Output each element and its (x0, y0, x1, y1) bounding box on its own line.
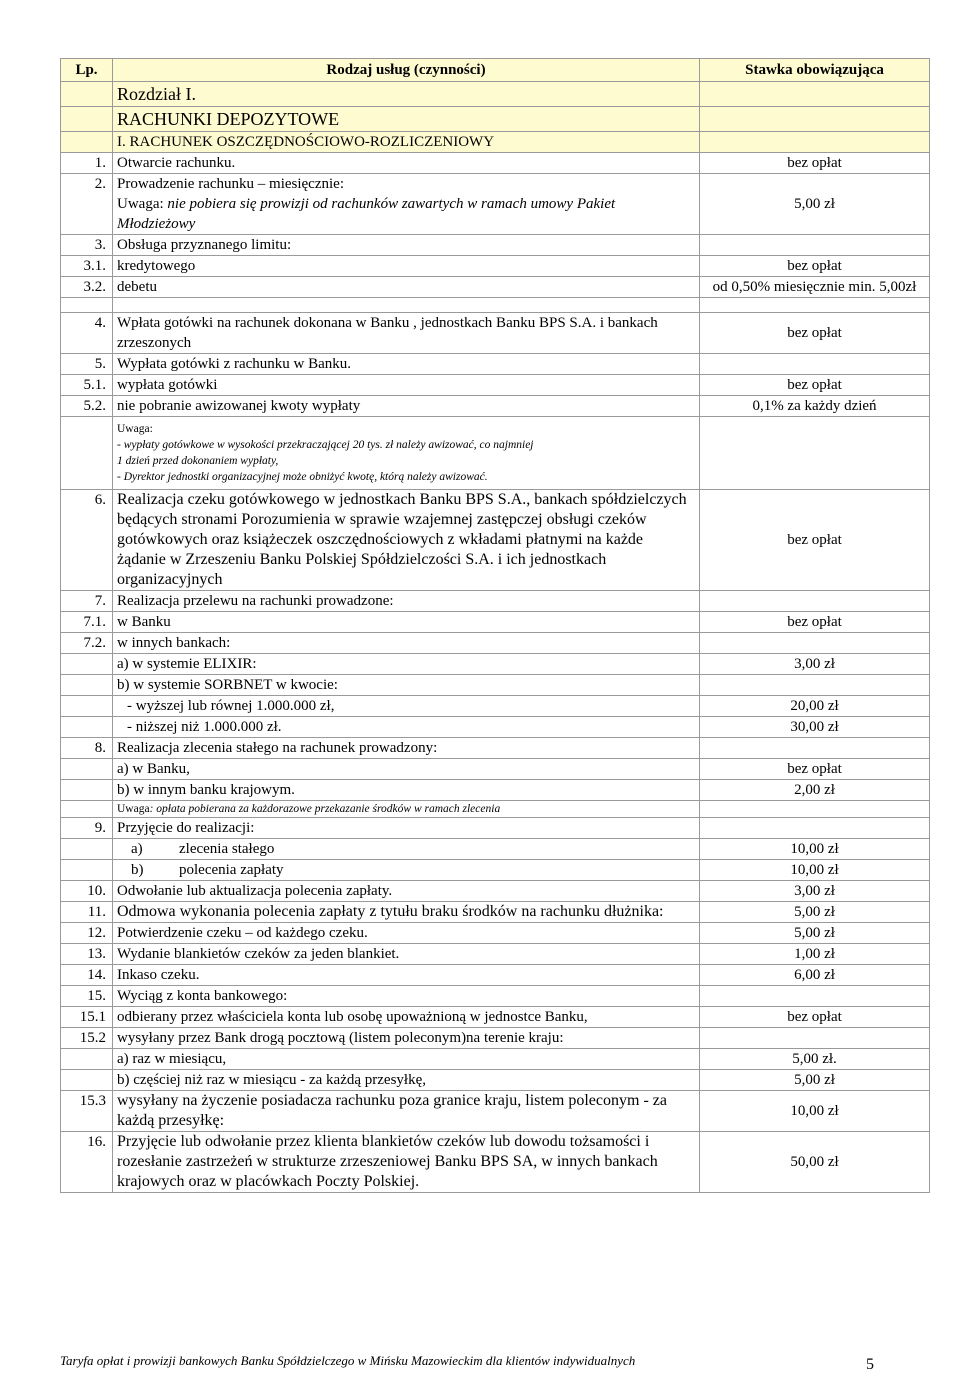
row-desc: odbierany przez właściciela konta lub osobę upoważnioną w jednostce Banku, (113, 1007, 700, 1028)
row-rate: 50,00 zł (700, 1132, 930, 1193)
row-desc: Wydanie blankietów czeków za jeden blankiet. (113, 944, 700, 965)
note-block (113, 801, 700, 818)
row-lp: 2. (61, 174, 113, 235)
table-header-row (61, 59, 930, 82)
row-lp: 3. (61, 235, 113, 256)
row-lp: 5.2. (61, 396, 113, 417)
item-text: polecenia zapłaty (179, 862, 284, 878)
row-desc (113, 839, 700, 860)
row-desc: Inkaso czeku. (113, 965, 700, 986)
chapter-name-row (61, 107, 930, 132)
row-rate: bez opłat (700, 256, 930, 277)
table-row (61, 1049, 930, 1070)
row-rate: 10,00 zł (700, 1091, 930, 1132)
row-desc: Przyjęcie lub odwołanie przez klienta blankietów czeków lub dowodu tożsamości i rozesłanie zastrzeżeń w strukturze zrzeszeniowej Banku BPS SA, w innych bankach krajowych oraz w placówkach Poczty Polskiej. (113, 1132, 700, 1193)
item-letter: b) (131, 862, 144, 878)
row-desc: Odwołanie lub aktualizacja polecenia zapłaty. (113, 881, 700, 902)
table-row (61, 235, 930, 256)
table-row (61, 818, 930, 839)
row-lp: 15.1 (61, 1007, 113, 1028)
table-row (61, 375, 930, 396)
table-row (61, 902, 930, 923)
row-lp: 12. (61, 923, 113, 944)
table-row (61, 277, 930, 298)
row-desc: Realizacja zlecenia stałego na rachunek prowadzony: (113, 738, 700, 759)
row-lp: 16. (61, 1132, 113, 1193)
header-rate: Stawka obowiązująca (700, 59, 930, 82)
row-desc: Potwierdzenie czeku – od każdego czeku. (113, 923, 700, 944)
row-rate: bez opłat (700, 153, 930, 174)
row-lp: 14. (61, 965, 113, 986)
item-letter: a) (131, 841, 143, 857)
row-lp: 8. (61, 738, 113, 759)
row-lp: 7.1. (61, 612, 113, 633)
row-lp: 10. (61, 881, 113, 902)
row-desc: Wyciąg z konta bankowego: (113, 986, 700, 1007)
row-rate: 3,00 zł (700, 881, 930, 902)
spacer-row (61, 298, 930, 313)
row-lp: 3.1. (61, 256, 113, 277)
row-rate: 5,00 zł (700, 923, 930, 944)
row-lp: 15. (61, 986, 113, 1007)
table-row (61, 313, 930, 354)
note-line: 1 dzień przed dokonaniem wypłaty, (117, 455, 279, 467)
row-desc: wysyłany przez Bank drogą pocztową (listem poleconym)na terenie kraju: (113, 1028, 700, 1049)
chapter-name: RACHUNKI DEPOZYTOWE (113, 107, 700, 132)
row-rate: 5,00 zł (700, 1070, 930, 1091)
table-row (61, 696, 930, 717)
header-service: Rodzaj usług (czynności) (113, 59, 700, 82)
row-rate: 20,00 zł (700, 696, 930, 717)
table-row (61, 717, 930, 738)
row-rate: bez opłat (700, 612, 930, 633)
row-rate: 0,1% za każdy dzień (700, 396, 930, 417)
table-row (61, 986, 930, 1007)
note-block (113, 417, 700, 490)
row-lp: 3.2. (61, 277, 113, 298)
row-desc (113, 174, 700, 235)
row-desc: w innych bankach: (113, 633, 700, 654)
row-rate: 6,00 zł (700, 965, 930, 986)
note-text: : opłata pobierana za każdorazowe przekazanie środków w ramach zlecenia (149, 803, 501, 815)
row-desc: a) w systemie ELIXIR: (113, 654, 700, 675)
row-desc: Otwarcie rachunku. (113, 153, 700, 174)
row-desc: wysyłany na życzenie posiadacza rachunku poza granice kraju, listem poleconym - za każdą przesyłkę: (113, 1091, 700, 1132)
row-desc: Realizacja czeku gotówkowego w jednostkach Banku BPS S.A., bankach spółdzielczych będących stronami Porozumienia w sprawie wzajemnej zastępczej obsługi czeków gotówkowych oraz książeczek oszczędnościowych z wkładami płatnymi na każde żądanie w Zrzeszeniu Banku Polskiej Spółdzielczości S.A. i ich jednostkach organizacyjnych (113, 490, 700, 591)
row-desc: b) w systemie SORBNET w kwocie: (113, 675, 700, 696)
row-desc: Wypłata gotówki z rachunku w Banku. (113, 354, 700, 375)
row-desc: Obsługa przyznanego limitu: (113, 235, 700, 256)
row-desc: Realizacja przelewu na rachunki prowadzone: (113, 591, 700, 612)
table-row (61, 1070, 930, 1091)
row-desc: debetu (113, 277, 700, 298)
row-rate: bez opłat (700, 759, 930, 780)
table-row (61, 780, 930, 801)
row-rate: 10,00 zł (700, 860, 930, 881)
note-text: nie pobiera się prowizji od rachunków zawartych w ramach umowy Pakiet Młodzieżowy (117, 196, 616, 232)
row-rate: 5,00 zł (700, 174, 930, 235)
table-row (61, 633, 930, 654)
table-row (61, 174, 930, 235)
row-desc: Wpłata gotówki na rachunek dokonana w Banku , jednostkach Banku BPS S.A. i bankach zrzeszonych (113, 313, 700, 354)
table-row (61, 654, 930, 675)
table-row (61, 965, 930, 986)
row-desc-text: Prowadzenie rachunku – miesięcznie: (117, 176, 344, 192)
table-row (61, 675, 930, 696)
fee-table (60, 58, 930, 1193)
chapter-subtitle-row (61, 132, 930, 153)
row-lp: 9. (61, 818, 113, 839)
row-desc: Przyjęcie do realizacji: (113, 818, 700, 839)
table-row (61, 1091, 930, 1132)
row-lp: 5. (61, 354, 113, 375)
table-row (61, 839, 930, 860)
row-desc: w Banku (113, 612, 700, 633)
row-lp: 7.2. (61, 633, 113, 654)
row-desc (113, 860, 700, 881)
table-row (61, 1028, 930, 1049)
note-label: Uwaga: (117, 196, 164, 212)
table-row (61, 490, 930, 591)
table-row (61, 1007, 930, 1028)
chapter-title: Rozdział I. (113, 82, 700, 107)
chapter-subtitle: I. RACHUNEK OSZCZĘDNOŚCIOWO-ROZLICZENIOWY (113, 132, 700, 153)
row-desc: - wyższej lub równej 1.000.000 zł, (113, 696, 700, 717)
row-lp: 7. (61, 591, 113, 612)
row-lp: 6. (61, 490, 113, 591)
table-row (61, 354, 930, 375)
row-rate: 5,00 zł (700, 902, 930, 923)
table-row (61, 1132, 930, 1193)
row-lp: 13. (61, 944, 113, 965)
row-desc: b) w innym banku krajowym. (113, 780, 700, 801)
row-lp: 1. (61, 153, 113, 174)
row-lp: 5.1. (61, 375, 113, 396)
table-row (61, 881, 930, 902)
header-lp: Lp. (61, 59, 113, 82)
row-desc: nie pobranie awizowanej kwoty wypłaty (113, 396, 700, 417)
row-lp: 15.3 (61, 1091, 113, 1132)
note-row (61, 417, 930, 490)
row-rate: bez opłat (700, 375, 930, 396)
table-row (61, 738, 930, 759)
row-lp: 15.2 (61, 1028, 113, 1049)
table-row (61, 591, 930, 612)
row-rate: 10,00 zł (700, 839, 930, 860)
row-rate: bez opłat (700, 313, 930, 354)
row-rate: bez opłat (700, 1007, 930, 1028)
row-desc: Odmowa wykonania polecenia zapłaty z tytułu braku środków na rachunku dłużnika: (113, 902, 700, 923)
table-row (61, 153, 930, 174)
row-rate: 5,00 zł. (700, 1049, 930, 1070)
row-rate: 30,00 zł (700, 717, 930, 738)
row-rate: 3,00 zł (700, 654, 930, 675)
row-rate: 2,00 zł (700, 780, 930, 801)
table-row (61, 612, 930, 633)
row-lp: 11. (61, 902, 113, 923)
row-desc: - niższej niż 1.000.000 zł. (113, 717, 700, 738)
row-desc: wypłata gotówki (113, 375, 700, 396)
row-rate: od 0,50% miesięcznie min. 5,00zł (700, 277, 930, 298)
table-row (61, 923, 930, 944)
footer-text: Taryfa opłat i prowizji bankowych Banku Spółdzielczego w Mińsku Mazowieckim dla klientów indywidualnych (60, 1353, 636, 1368)
item-text: zlecenia stałego (179, 841, 275, 857)
table-row (61, 396, 930, 417)
table-row (61, 944, 930, 965)
note-label: Uwaga: (117, 423, 153, 435)
row-desc: a) raz w miesiącu, (113, 1049, 700, 1070)
note-line: - Dyrektor jednostki organizacyjnej może obniżyć kwotę, którą należy awizować. (117, 471, 488, 483)
row-desc: kredytowego (113, 256, 700, 277)
row-rate: 1,00 zł (700, 944, 930, 965)
note-line: - wypłaty gotówkowe w wysokości przekraczającej 20 tys. zł należy awizować, co najmniej (117, 439, 534, 451)
chapter-title-row (61, 82, 930, 107)
row-lp: 4. (61, 313, 113, 354)
row-desc: b) częściej niż raz w miesiącu - za każdą przesyłkę, (113, 1070, 700, 1091)
table-row (61, 256, 930, 277)
row-desc: a) w Banku, (113, 759, 700, 780)
page-number: 5 (866, 1356, 874, 1373)
table-row (61, 860, 930, 881)
note-row (61, 801, 930, 818)
row-rate: bez opłat (700, 490, 930, 591)
table-row (61, 759, 930, 780)
note-label: Uwaga (117, 803, 150, 815)
